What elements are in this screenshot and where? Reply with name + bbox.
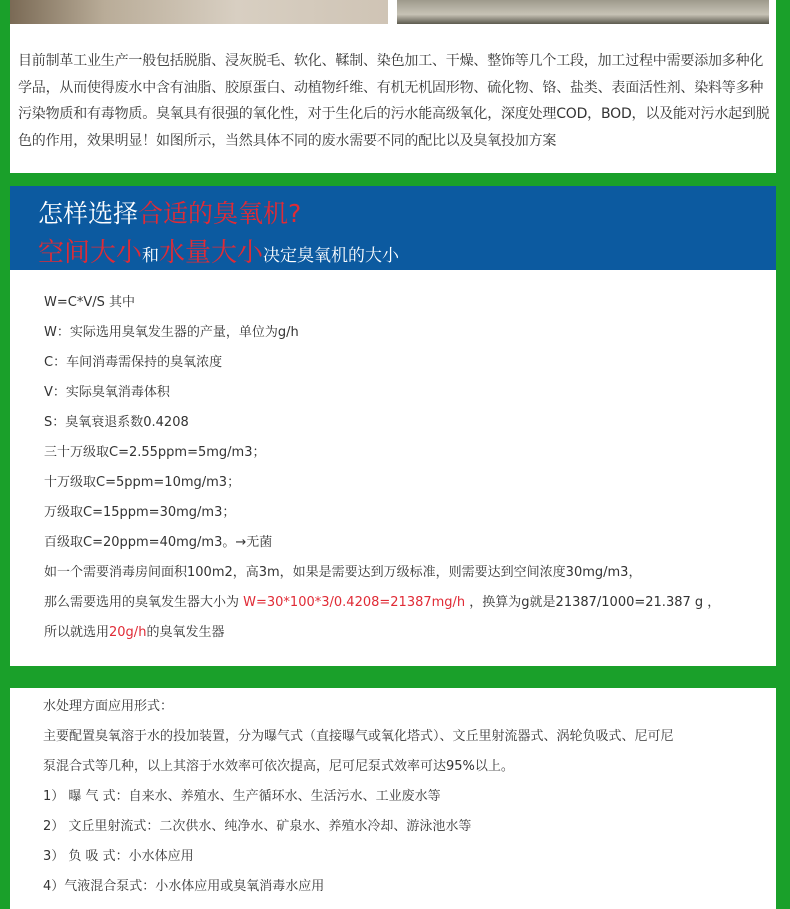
intro-panel bbox=[10, 0, 776, 173]
formula-choice-line bbox=[44, 618, 720, 648]
formula-line: 万级取C=15ppm=30mg/m3； bbox=[44, 505, 236, 520]
formula-line: W=C*V/S 其中 bbox=[44, 295, 135, 310]
header-title bbox=[38, 194, 301, 230]
header-subtitle bbox=[38, 232, 399, 269]
intro-paragraph: 目前制革工业生产一般包括脱脂、浸灰脱毛、软化、鞣制、染色加工、干燥、整饰等几个工段，加工过程中需要添加多种化学品，从而使得废水中含有油脂、胶原蛋白、动植物纤维、有机无机固形物、硫化物、铬、盐类、表面活性剂、染料等多种污染物质和有毒物质。臭氧具有很强的氧化性，对于生化后的污水能高级氧化，深度处理COD，BOD，以及能对污水起到脱色的作用，效果明显！如图所示，当然具体不同的废水需要不同的配比以及臭氧投加方案 bbox=[18, 53, 770, 149]
formula-list bbox=[44, 288, 720, 648]
formula-result-line bbox=[44, 588, 720, 618]
result-prefix: 那么需要选用的臭氧发生器大小为 bbox=[44, 595, 244, 610]
formula-line: 十万级取C=5ppm=10mg/m3； bbox=[44, 475, 241, 490]
water-line: 4）气液混合泵式：小水体应用或臭氧消毒水应用 bbox=[43, 879, 325, 894]
formula-line: S：臭氧衰退系数0.4208 bbox=[44, 415, 189, 430]
water-line: 2） 文丘里射流式：二次供水、纯净水、矿泉水、养殖水冷却、游泳池水等 bbox=[43, 819, 472, 834]
selection-header bbox=[10, 186, 776, 270]
water-treatment-panel bbox=[10, 688, 776, 909]
water-line: 泵混合式等几种，以上其溶于水效率可依次提高，尼可尼泵式效率可达95%以上。 bbox=[43, 759, 514, 774]
formula-line: C：车间消毒需保持的臭氧浓度 bbox=[44, 355, 223, 370]
header-title-highlight: 合适的臭氧机 bbox=[138, 199, 289, 228]
choice-suffix: 的臭氧发生器 bbox=[146, 625, 225, 640]
equipment-photo bbox=[397, 0, 769, 24]
header-title-prefix: 怎样选择 bbox=[38, 199, 139, 228]
water-line: 主要配置臭氧溶于水的投加装置，分为曝气式（直接曝气或氧化塔式）、文丘里射流器式、涡轮负吸式、尼可尼 bbox=[43, 729, 674, 744]
choice-prefix: 所以就选用 bbox=[44, 625, 110, 640]
formula-line: W：实际选用臭氧发生器的产量，单位为g/h bbox=[44, 325, 299, 340]
formula-line: V：实际臭氧消毒体积 bbox=[44, 385, 170, 400]
header-water-volume: 水量大小 bbox=[159, 238, 264, 268]
result-suffix: ，换算为g就是21387/1000=21.387 g ， bbox=[465, 595, 721, 610]
water-line: 1） 曝 气 式：自来水、养殖水、生产循环水、生活污水、工业废水等 bbox=[43, 789, 441, 804]
header-subtitle-suffix: 决定臭氧机的大小 bbox=[263, 246, 400, 266]
water-line: 3） 负 吸 式：小水体应用 bbox=[43, 849, 194, 864]
choice-value: 20g/h bbox=[109, 625, 147, 640]
header-space-size: 空间大小 bbox=[38, 238, 143, 268]
header-title-question: ? bbox=[288, 199, 302, 228]
formula-line: 如一个需要消毒房间面积100m2，高3m，如果是需要达到万级标准，则需要达到空间浓度30mg/m3， bbox=[44, 565, 642, 580]
water-treatment-title: 水处理方面应用形式： bbox=[43, 699, 174, 714]
result-formula: W=30*100*3/0.4208=21387mg/h bbox=[243, 595, 466, 610]
selection-panel bbox=[10, 186, 776, 666]
header-and: 和 bbox=[142, 246, 160, 266]
formula-line: 三十万级取C=2.55ppm=5mg/m3； bbox=[44, 445, 266, 460]
water-treatment-list bbox=[43, 692, 674, 902]
leather-photo bbox=[10, 0, 388, 24]
formula-line: 百级取C=20ppm=40mg/m3。→无菌 bbox=[44, 535, 273, 550]
